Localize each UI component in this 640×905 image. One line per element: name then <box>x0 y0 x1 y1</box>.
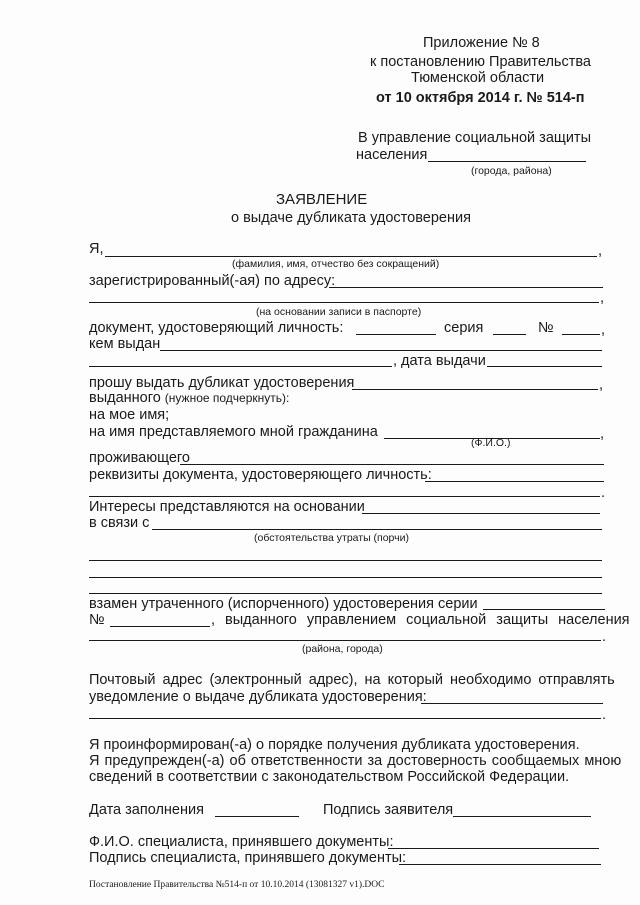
statement-subtitle: о выдаче дубликата удостоверения <box>231 210 471 226</box>
date-field[interactable] <box>215 816 299 817</box>
comma: , <box>600 426 605 442</box>
living-field[interactable] <box>180 464 604 465</box>
addressee-line1: В управление социальной защиты <box>358 130 591 146</box>
informed-line2: Я предупрежден(-а) об ответственности за достоверность сообщаемых мною <box>89 753 622 769</box>
addressee-hint: (города, района) <box>471 165 552 177</box>
replace-issued-label: , выданного управлением социальной защиты населения <box>211 612 630 628</box>
fio-hint: (фамилия, имя, отчество без сокращений) <box>232 258 440 270</box>
date-label: Дата заполнения <box>89 802 204 818</box>
resolution-line: к постановлению Правительства <box>370 54 591 70</box>
underline-hint: (нужное подчеркнуть): <box>164 391 290 405</box>
due-to-label: в связи с <box>89 515 150 531</box>
issued-label <box>89 390 289 406</box>
represented-option[interactable]: на имя представляемого мной гражданина <box>89 424 378 440</box>
issued-text: выданного <box>89 390 161 406</box>
replace-series-field[interactable] <box>483 609 605 610</box>
addressee-line2: населения <box>356 147 428 163</box>
applicant-sign-label: Подпись заявителя <box>323 802 454 818</box>
address-field[interactable] <box>329 287 603 288</box>
addressee-field[interactable] <box>428 161 586 162</box>
postal-field[interactable] <box>421 703 603 704</box>
issue-date-label: , дата выдачи <box>393 353 486 369</box>
loss-hint: (обстоятельства утраты (порчи) <box>254 532 409 544</box>
resolution-date: от 10 октября 2014 г. № 514-п <box>376 90 585 106</box>
comma: , <box>599 377 604 393</box>
number-field[interactable] <box>562 334 600 335</box>
my-name-option[interactable]: на мое имя; <box>89 407 170 423</box>
loss-field-3[interactable] <box>89 593 602 594</box>
series-label: серия <box>444 320 484 336</box>
region-line: Тюменской области <box>411 70 545 86</box>
issue-date-field[interactable] <box>487 366 602 367</box>
basis-label: Интересы представляются на основании <box>89 499 365 515</box>
specialist-fio-field[interactable] <box>388 848 599 849</box>
comma: , <box>598 243 603 259</box>
specialist-sign-label: Подпись специалиста, принявшего документы: <box>89 850 407 866</box>
due-to-field[interactable] <box>152 529 602 530</box>
appendix-number: Приложение № 8 <box>423 35 540 51</box>
postal-field-2[interactable] <box>89 718 601 719</box>
living-label: проживающего <box>89 450 190 466</box>
doc-type-field[interactable] <box>356 334 436 335</box>
loss-field-1[interactable] <box>89 560 602 561</box>
fio-short-hint: (Ф.И.О.) <box>471 437 511 449</box>
specialist-fio-label: Ф.И.О. специалиста, принявшего документы: <box>89 834 394 850</box>
replace-authority-field[interactable] <box>89 640 601 641</box>
replace-number-field[interactable] <box>110 626 210 627</box>
loss-field-2[interactable] <box>89 577 602 578</box>
period: . <box>601 485 606 501</box>
document-footer: Постановление Правительства №514-п от 10.10.2014 (13081327 v1).DOC <box>89 880 385 890</box>
basis-field[interactable] <box>362 513 600 514</box>
request-label: прошу выдать дубликат удостоверения <box>89 375 355 391</box>
registered-label: зарегистрированный(-ая) по адресу: <box>89 273 336 289</box>
replace-label: взамен утраченного (испорченного) удостоверения серии <box>89 596 478 612</box>
requisites-field-2[interactable] <box>89 496 600 497</box>
requisites-field[interactable] <box>425 481 604 482</box>
postal-line2: уведомление о выдаче дубликата удостоверения: <box>89 689 427 705</box>
period: . <box>602 629 607 645</box>
applicant-sign-field[interactable] <box>453 816 591 817</box>
replace-num-label: № <box>89 612 105 628</box>
passport-hint: (на основании записи в паспорте) <box>256 306 422 318</box>
address-field-2[interactable] <box>89 302 599 303</box>
issued-by-field-2[interactable] <box>89 366 392 367</box>
comma: , <box>600 290 605 306</box>
postal-line1: Почтовый адрес (электронный адрес), на который необходимо отправлять <box>89 672 615 688</box>
region-hint: (района, города) <box>302 643 383 655</box>
statement-title: ЗАЯВЛЕНИЕ <box>276 191 368 208</box>
informed-line3: сведений в соответствии с законодательством Российской Федерации. <box>89 769 570 785</box>
number-label: № <box>538 320 554 336</box>
period: . <box>602 707 607 723</box>
fio-field[interactable] <box>105 256 597 257</box>
comma: , <box>601 322 606 338</box>
informed-line1: Я проинформирован(-а) о порядке получения дубликата удостоверения. <box>89 737 580 753</box>
issued-by-label: кем выдан <box>89 336 161 352</box>
doc-label: документ, удостоверяющий личность: <box>89 320 344 336</box>
request-field[interactable] <box>352 389 598 390</box>
specialist-sign-field[interactable] <box>399 864 601 865</box>
series-field[interactable] <box>493 334 526 335</box>
issued-by-field[interactable] <box>160 350 602 351</box>
requisites-label: реквизиты документа, удостоверяющего личность: <box>89 467 432 483</box>
ya-label: Я, <box>89 241 104 257</box>
